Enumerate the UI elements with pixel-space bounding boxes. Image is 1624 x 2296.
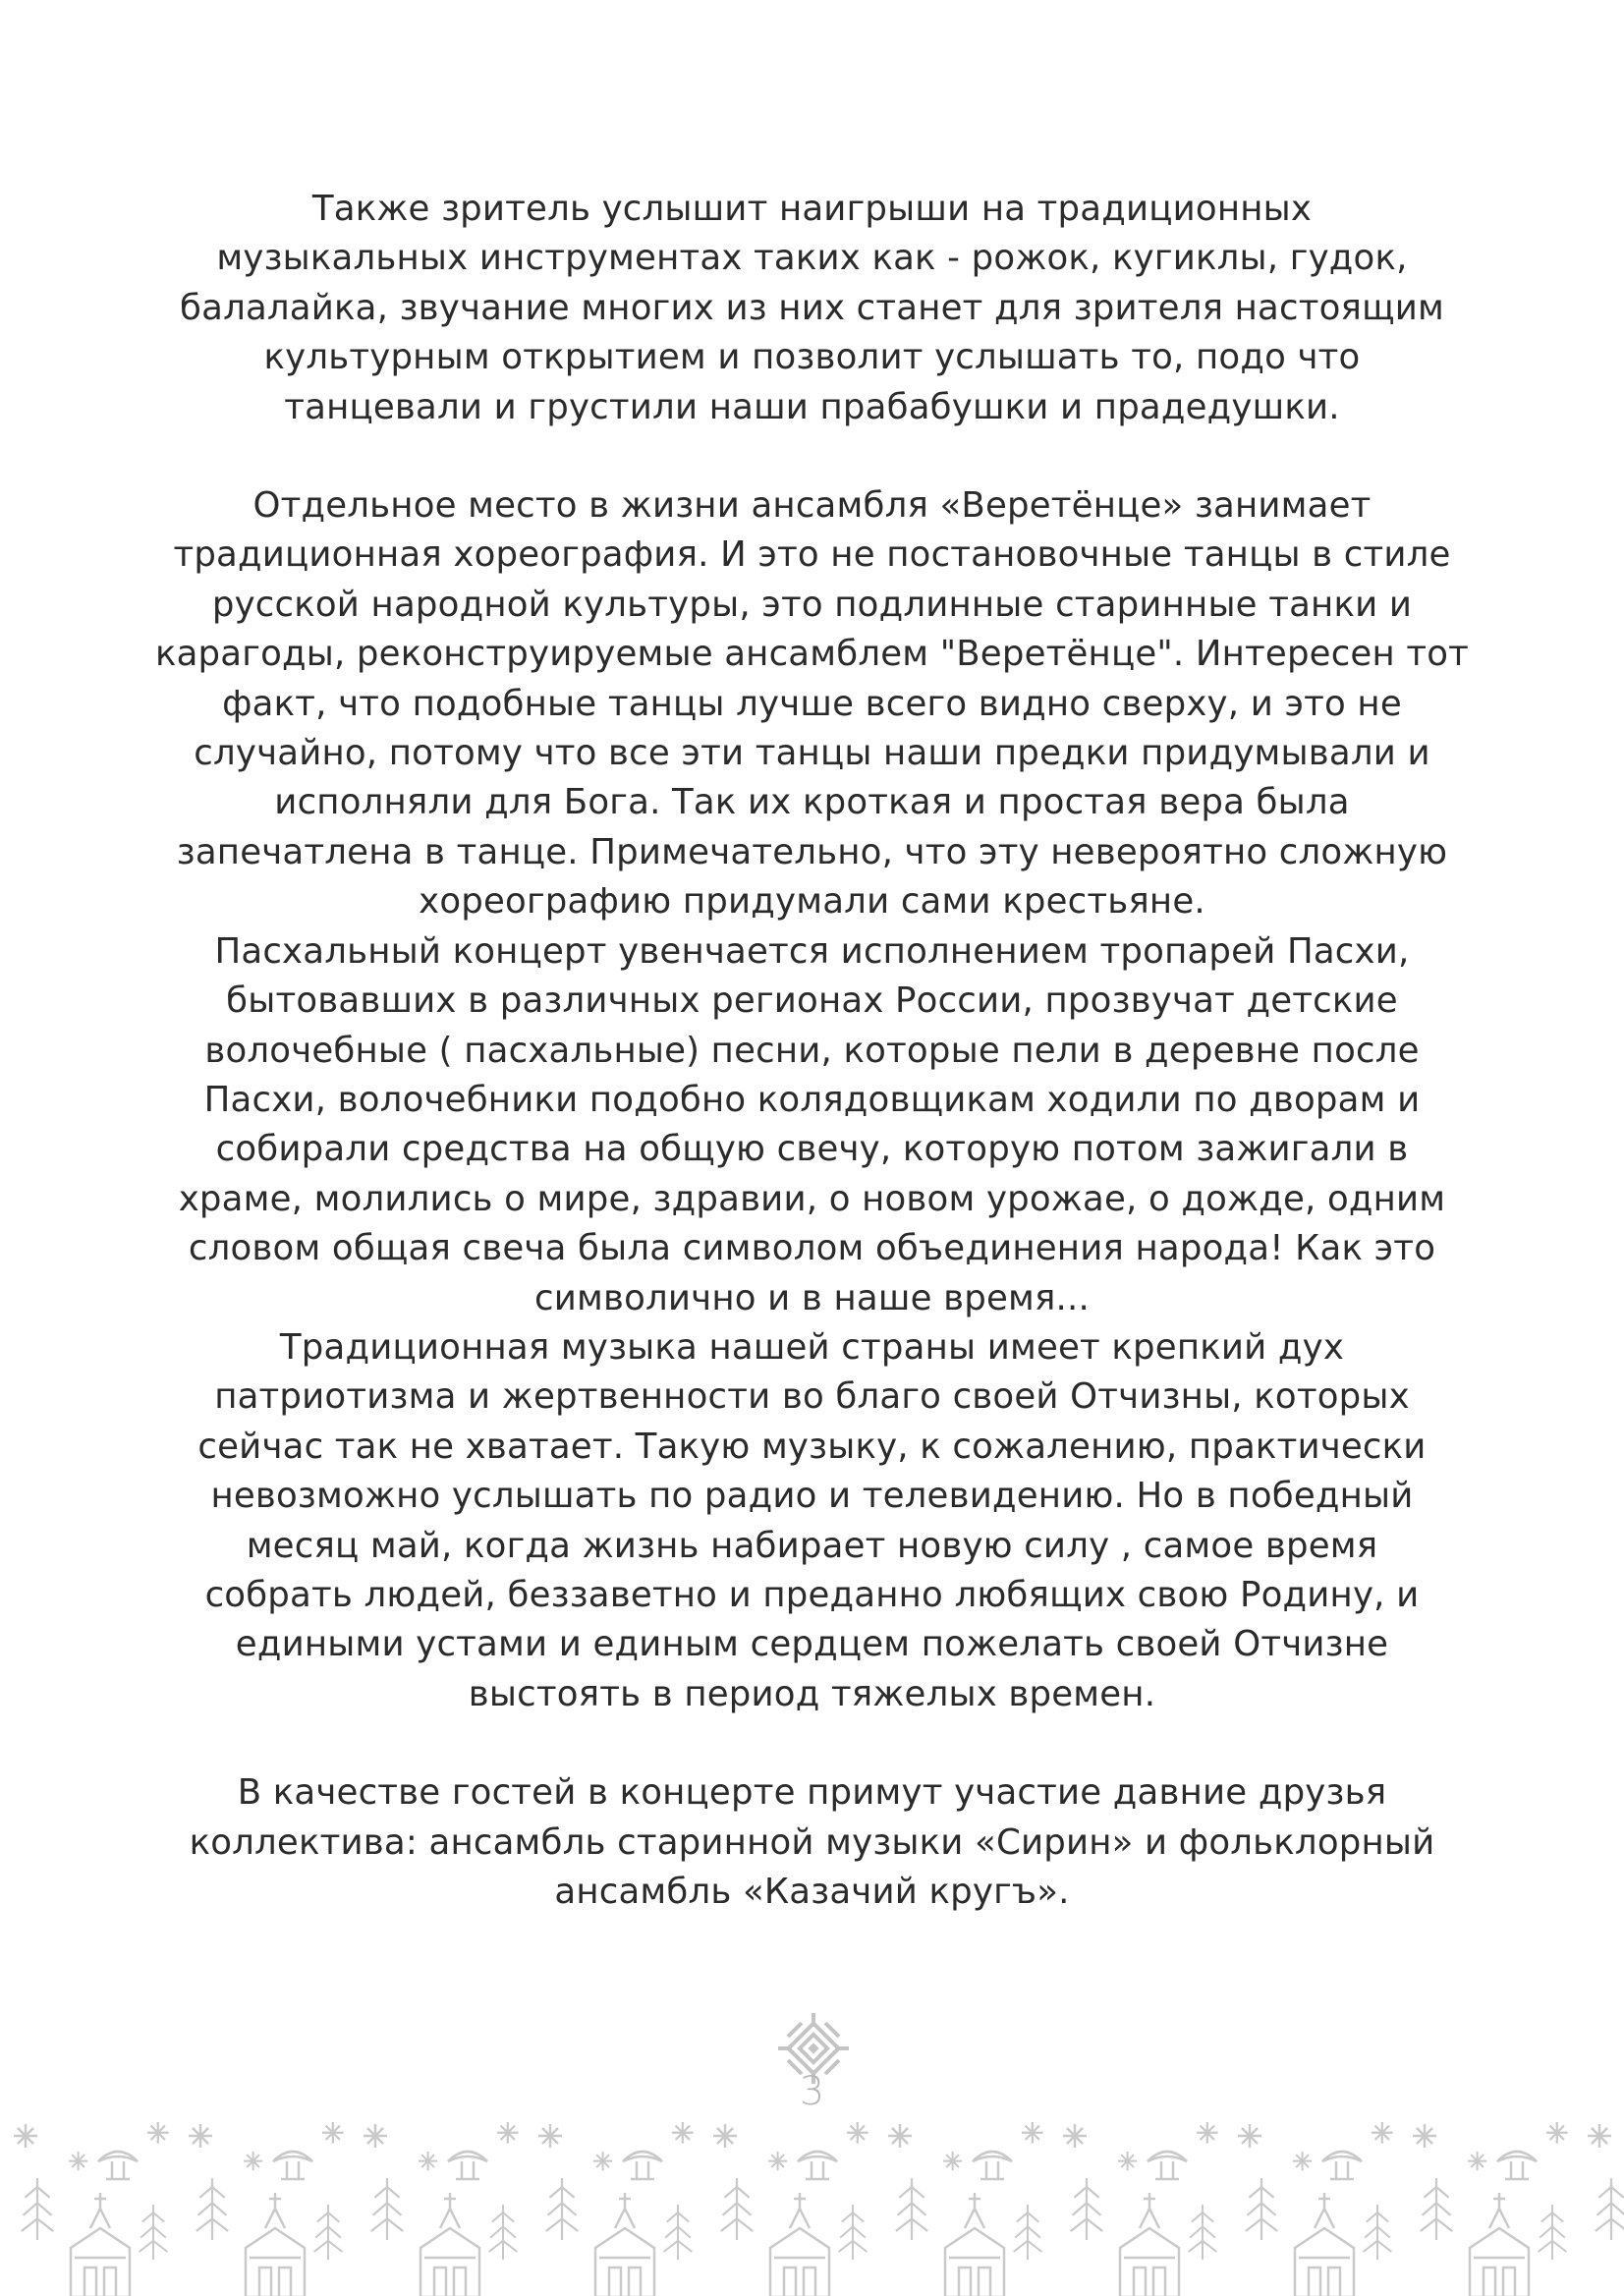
- paragraph-gap: [108, 1719, 1516, 1768]
- text-line: Пасхальный концерт увенчается исполнением тропарей Пасхи,: [214, 930, 1410, 972]
- text-line: ансамбль «Казачий кругъ».: [554, 1872, 1070, 1912]
- church-frieze-decoration: [0, 2112, 1624, 2296]
- text-line: факт, что подобные танцы лучше всего видно сверху, и это не: [222, 683, 1402, 724]
- text-line: бытовавших в различных регионах России, прозвучат детские: [226, 980, 1398, 1022]
- text-line: волочебные ( пасхальные) песни, которые пели в деревне после: [204, 1030, 1420, 1071]
- text-line: русской народной культуры, это подлинные старинные танки и: [211, 584, 1413, 625]
- text-line: Традиционная музыка нашей страны имеет крепкий дух: [279, 1326, 1345, 1368]
- text-line: хореографию придумали сами крестьяне.: [419, 881, 1205, 923]
- paragraph-gap: [108, 432, 1516, 481]
- document-body: [108, 185, 1516, 1917]
- text-line: танцевали и грустили наши прабабушки и прадедушки.: [284, 386, 1340, 427]
- text-line: месяц май, когда жизнь набирает новую силу , самое время: [246, 1525, 1378, 1566]
- paragraph-instruments: [108, 185, 1516, 432]
- text-line: музыкальных инструментах таких как - рожок, кугиклы, гудок,: [216, 238, 1408, 279]
- paragraph-choreography: [108, 481, 1516, 1719]
- page-number: 3: [799, 2069, 825, 2114]
- text-line: едиными устами и единым сердцем пожелать своей Отчизне: [235, 1624, 1389, 1665]
- text-line: невозможно услышать по радио и телевидению. Но в победный: [210, 1476, 1414, 1517]
- text-line: исполняли для Бога. Так их кроткая и простая вера была: [274, 782, 1350, 823]
- text-line: собрать людей, беззаветно и преданно любящих свою Родину, и: [204, 1574, 1420, 1615]
- text-line: культурным открытием и позволит услышать то, подо что: [263, 337, 1361, 378]
- text-line: карагоды, реконструируемые ансамблем "Веретёнце". Интересен тот: [154, 634, 1470, 675]
- text-line: коллектива: ансамбль старинной музыки «Сирин» и фольклорный: [189, 1821, 1435, 1863]
- text-line: балалайка, звучание многих из них станет для зрителя настоящим: [180, 287, 1444, 328]
- text-line: Также зритель услышит наигрыши на традиционных: [311, 189, 1313, 229]
- text-line: словом общая свеча была символом объединения народа! Как это: [188, 1228, 1436, 1269]
- text-line: случайно, потому что все эти танцы наши предки придумывали и: [194, 733, 1430, 774]
- text-line: запечатлена в танце. Примечательно, что эту невероятно сложную: [176, 831, 1448, 872]
- text-line: сейчас так не хватает. Такую музыку, к сожалению, практически: [197, 1426, 1427, 1467]
- text-line: патриотизма и жертвенности во благо своей Отчизны, которых: [214, 1376, 1410, 1418]
- text-line: храме, молились о мире, здравии, о новом урожае, о дожде, одним: [178, 1178, 1446, 1219]
- text-line: традиционная хореография. И это не постановочные танцы в стиле: [173, 534, 1451, 576]
- text-line: выстоять в период тяжелых времен.: [468, 1673, 1156, 1714]
- paragraph-guests: [108, 1768, 1516, 1917]
- text-line: собирали средства на общую свечу, которую потом зажигали в: [215, 1129, 1409, 1170]
- text-line: Пасхи, волочебники подобно колядовщикам ходили по дворам и: [203, 1079, 1421, 1120]
- text-line: символично и в наше время...: [534, 1277, 1090, 1318]
- text-line: В качестве гостей в концерте примут участие давние друзья: [237, 1772, 1387, 1814]
- text-line: Отдельное место в жизни ансамбля «Веретёнце» занимает: [252, 485, 1372, 527]
